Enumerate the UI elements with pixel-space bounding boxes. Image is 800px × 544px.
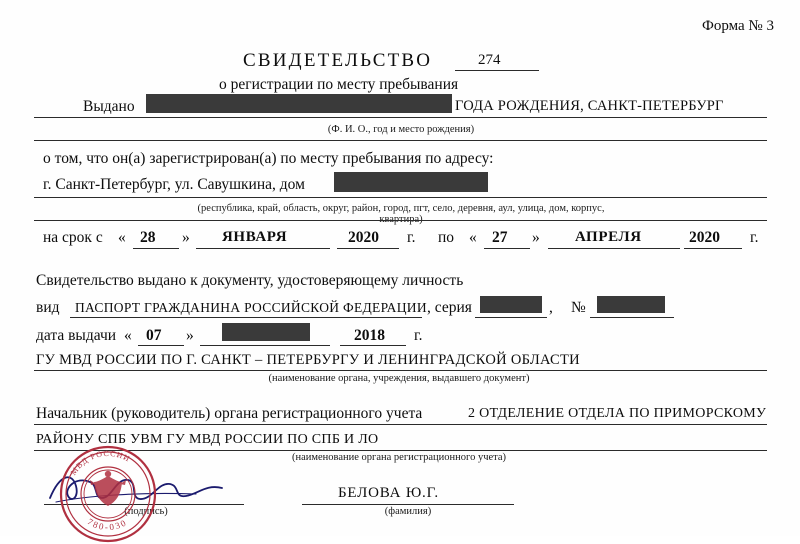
quote-open-2: « xyxy=(469,229,477,246)
term-from-label: на срок с xyxy=(43,229,103,246)
term-day-from-rule xyxy=(133,248,179,249)
identity-series-label: , серия xyxy=(427,299,472,316)
issue-date-year: 2018 xyxy=(354,327,385,344)
signature-caption: (подпись) xyxy=(124,506,168,517)
redaction-bar-issue-month xyxy=(222,323,310,341)
document-number: 274 xyxy=(478,52,501,68)
quote-close-1: » xyxy=(182,229,190,246)
redaction-bar-address xyxy=(334,172,488,192)
chief-label: Начальник (руководитель) органа регистрационного учета xyxy=(36,405,423,422)
term-day-from: 28 xyxy=(140,229,156,246)
term-g-abbrev-1: г. xyxy=(407,229,416,246)
term-month-to: АПРЕЛЯ xyxy=(575,229,642,245)
issue-date-label: дата выдачи xyxy=(36,327,117,344)
issued-to-value: ГОДА РОЖДЕНИЯ, САНКТ-ПЕТЕРБУРГ xyxy=(455,98,724,114)
signer-name-rule xyxy=(302,504,514,505)
issue-date-g-abbrev: г. xyxy=(414,327,423,344)
identity-kind-value: ПАСПОРТ ГРАЖДАНИНА РОССИЙСКОЙ ФЕДЕРАЦИИ xyxy=(75,300,427,315)
signer-name-caption: (фамилия) xyxy=(384,506,432,517)
registration-intro: о том, что он(а) зарегистрирован(а) по месту пребывания по адресу: xyxy=(43,150,494,167)
chief-rule-1 xyxy=(34,424,767,425)
identity-number-rule xyxy=(590,317,674,318)
address-rule xyxy=(34,197,767,198)
page-subtitle: о регистрации по месту пребывания xyxy=(219,76,459,93)
identity-kind-rule xyxy=(70,317,422,318)
registration-address: г. Санкт-Петербург, ул. Савушкина, дом xyxy=(43,176,305,193)
term-month-from: ЯНВАРЯ xyxy=(222,229,288,245)
address-rule-second xyxy=(34,220,767,221)
identity-number-sign: № xyxy=(571,299,586,316)
quote-close-3: » xyxy=(186,327,194,344)
issue-date-day: 07 xyxy=(146,327,162,344)
term-year-from-rule xyxy=(337,248,399,249)
issued-to-rule xyxy=(34,117,767,118)
issue-date-year-rule xyxy=(340,345,406,346)
page-title: СВИДЕТЕЛЬСТВО xyxy=(243,50,433,71)
redaction-bar-number xyxy=(597,296,665,313)
term-month-to-rule xyxy=(548,248,680,249)
term-year-from: 2020 xyxy=(348,229,379,246)
issued-to-label: Выдано xyxy=(83,98,135,115)
identity-comma: , xyxy=(549,299,553,316)
term-to-label: по xyxy=(438,229,455,246)
term-year-to: 2020 xyxy=(689,229,720,246)
term-day-to: 27 xyxy=(492,229,508,246)
registration-body-caption: (наименование органа регистрационного учета) xyxy=(291,452,507,463)
quote-open-1: « xyxy=(118,229,126,246)
term-day-to-rule xyxy=(484,248,530,249)
fio-caption: (Ф. И. О., год и место рождения) xyxy=(327,124,475,135)
identity-series-rule xyxy=(475,317,547,318)
svg-text:МВД РОССИИ: МВД РОССИИ xyxy=(68,448,132,477)
issued-to-rule-second xyxy=(34,140,767,141)
chief-value-line2: РАЙОНУ СПБ УВМ ГУ МВД РОССИИ ПО СПБ И ЛО xyxy=(36,432,379,447)
official-stamp xyxy=(30,444,200,544)
form-number-label: Форма № 3 xyxy=(702,18,774,34)
document-number-rule xyxy=(455,70,539,71)
issue-date-day-rule xyxy=(138,345,184,346)
signer-name: БЕЛОВА Ю.Г. xyxy=(338,485,439,501)
issuing-authority-caption: (наименование органа, учреждения, выдавшего документ) xyxy=(268,373,530,384)
issuing-authority-rule xyxy=(34,370,767,371)
term-g-abbrev-2: г. xyxy=(750,229,759,246)
issuing-authority-value: ГУ МВД РОССИИ ПО Г. САНКТ – ПЕТЕРБУРГУ И ЛЕНИНГРАДСКОЙ ОБЛАСТИ xyxy=(36,352,580,368)
chief-value-line1: 2 ОТДЕЛЕНИЕ ОТДЕЛА ПО ПРИМОРСКОМУ xyxy=(468,406,767,421)
term-month-from-rule xyxy=(196,248,330,249)
redaction-bar-series xyxy=(480,296,542,313)
identity-kind-label: вид xyxy=(36,299,60,316)
quote-open-3: « xyxy=(124,327,132,344)
address-caption: (республика, край, область, округ, район, город, пгт, село, деревня, аул, улица, дом, корпус, квартира) xyxy=(197,203,605,225)
term-year-to-rule xyxy=(684,248,742,249)
identity-document-intro: Свидетельство выдано к документу, удостоверяющему личность xyxy=(36,272,464,289)
redaction-bar-name xyxy=(146,94,452,113)
svg-text:780-030: 780-030 xyxy=(85,516,130,533)
issue-date-month-rule xyxy=(200,345,330,346)
quote-close-2: » xyxy=(532,229,540,246)
